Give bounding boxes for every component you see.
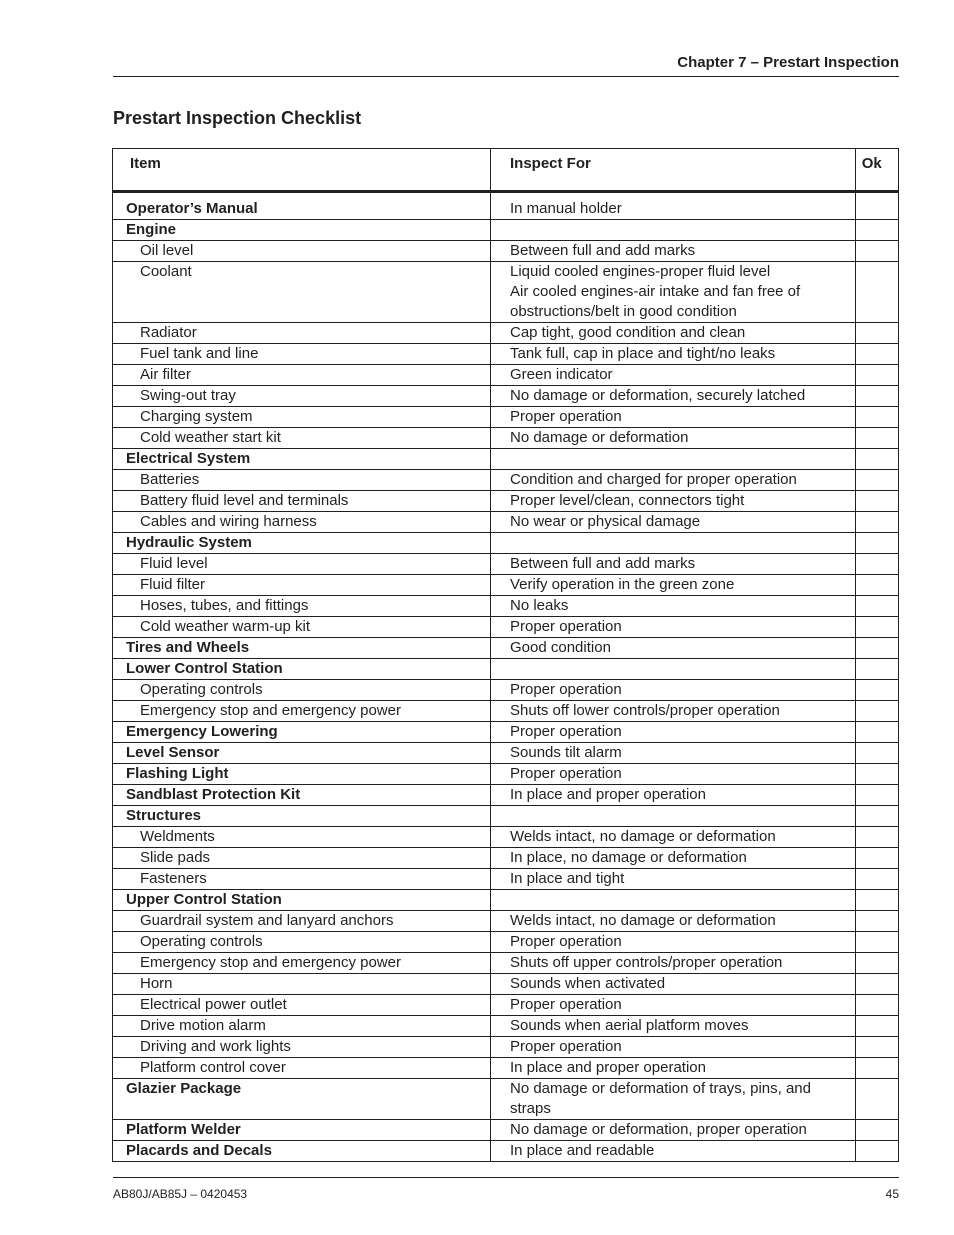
footer-model: AB80J/AB85J – 0420453 — [113, 1187, 248, 1201]
ok-checkbox-cell[interactable] — [855, 365, 898, 386]
table-row — [113, 1016, 899, 1037]
inspect-for-text: Proper operation — [510, 1038, 622, 1055]
inspect-for-cell — [491, 1141, 856, 1162]
inspect-for-cell — [491, 1016, 856, 1037]
ok-checkbox-cell[interactable] — [855, 1141, 898, 1162]
ok-checkbox-cell[interactable] — [855, 1079, 898, 1120]
table-row — [113, 220, 899, 241]
inspect-for-text: Between full and add marks — [510, 242, 696, 259]
table-row — [113, 1058, 899, 1079]
ok-checkbox-cell[interactable] — [855, 680, 898, 701]
table-row — [113, 262, 899, 323]
checklist-item-label: Battery fluid level and terminals — [113, 491, 491, 512]
table-row — [113, 428, 899, 449]
ok-checkbox-cell[interactable] — [855, 491, 898, 512]
inspect-for-cell — [491, 848, 856, 869]
inspect-for-cell — [491, 428, 856, 449]
inspect-for-text: No leaks — [510, 597, 569, 614]
ok-checkbox-cell[interactable] — [855, 659, 898, 680]
inspect-for-cell — [491, 785, 856, 806]
checklist-section-label: Lower Control Station — [113, 659, 491, 680]
table-row — [113, 1120, 899, 1141]
checklist-item-label: Weldments — [113, 827, 491, 848]
ok-checkbox-cell[interactable] — [855, 192, 898, 220]
ok-checkbox-cell[interactable] — [855, 827, 898, 848]
ok-checkbox-cell[interactable] — [855, 806, 898, 827]
ok-checkbox-cell[interactable] — [855, 785, 898, 806]
column-header-inspect-for: Inspect For — [491, 149, 856, 192]
table-row — [113, 617, 899, 638]
inspect-for-text: In place, no damage or deformation — [510, 849, 747, 866]
checklist-section-label: Level Sensor — [113, 743, 491, 764]
ok-checkbox-cell[interactable] — [855, 869, 898, 890]
table-header-row — [113, 149, 899, 192]
table-row — [113, 596, 899, 617]
inspect-for-cell — [491, 407, 856, 428]
inspect-for-cell — [491, 365, 856, 386]
inspect-for-cell — [491, 344, 856, 365]
checklist-item-label: Driving and work lights — [113, 1037, 491, 1058]
checklist-item-label: Guardrail system and lanyard anchors — [113, 911, 491, 932]
inspect-for-cell — [491, 449, 856, 470]
inspect-for-cell — [491, 974, 856, 995]
table-row — [113, 638, 899, 659]
inspect-for-cell — [491, 743, 856, 764]
ok-checkbox-cell[interactable] — [855, 533, 898, 554]
ok-checkbox-cell[interactable] — [855, 407, 898, 428]
inspect-for-text: Proper operation — [510, 681, 622, 698]
checklist-section-label: Electrical System — [113, 449, 491, 470]
inspect-for-text: Cap tight, good condition and clean — [510, 324, 746, 341]
checklist-item-label: Electrical power outlet — [113, 995, 491, 1016]
checklist-section-label: Tires and Wheels — [113, 638, 491, 659]
inspect-for-text: Sounds when activated — [510, 975, 666, 992]
ok-checkbox-cell[interactable] — [855, 262, 898, 323]
inspect-for-cell — [491, 554, 856, 575]
checklist-item-label: Fluid filter — [113, 575, 491, 596]
ok-checkbox-cell[interactable] — [855, 470, 898, 491]
table-row — [113, 1079, 899, 1120]
checklist-item-label: Emergency stop and emergency power — [113, 953, 491, 974]
column-header-item: Item — [113, 149, 491, 192]
ok-checkbox-cell[interactable] — [855, 428, 898, 449]
checklist-item-label: Swing-out tray — [113, 386, 491, 407]
ok-checkbox-cell[interactable] — [855, 1058, 898, 1079]
checklist-item-label: Air filter — [113, 365, 491, 386]
checklist-item-label: Fluid level — [113, 554, 491, 575]
checklist-body — [113, 192, 899, 1162]
checklist-section-label: Flashing Light — [113, 764, 491, 785]
inspect-for-cell — [491, 722, 856, 743]
table-row — [113, 365, 899, 386]
inspect-for-cell — [491, 701, 856, 722]
inspect-for-text: Tank full, cap in place and tight/no leaks — [510, 345, 776, 362]
inspect-for-text: No damage or deformation — [510, 429, 689, 446]
inspect-for-text: Condition and charged for proper operation — [510, 471, 797, 488]
checklist-section-label: Upper Control Station — [113, 890, 491, 911]
inspect-for-text: In place and proper operation — [510, 786, 706, 803]
inspect-for-cell — [491, 680, 856, 701]
page-title: Prestart Inspection Checklist — [113, 108, 362, 128]
checklist-item-label: Cold weather warm-up kit — [113, 617, 491, 638]
inspect-for-text: Proper operation — [510, 996, 622, 1013]
ok-checkbox-cell[interactable] — [855, 617, 898, 638]
checklist-section-label: Engine — [113, 220, 491, 241]
checklist-section-label: Structures — [113, 806, 491, 827]
ok-checkbox-cell[interactable] — [855, 911, 898, 932]
ok-checkbox-cell[interactable] — [855, 953, 898, 974]
inspect-for-cell — [491, 638, 856, 659]
inspect-for-text: Proper operation — [510, 723, 622, 740]
table-row — [113, 764, 899, 785]
ok-checkbox-cell[interactable] — [855, 241, 898, 262]
inspect-for-text: No damage or deformation of trays, pins, and straps — [510, 1080, 811, 1117]
inspect-for-text: Shuts off upper controls/proper operation — [510, 954, 783, 971]
table-row — [113, 995, 899, 1016]
inspect-for-cell — [491, 995, 856, 1016]
inspect-for-text: Proper operation — [510, 408, 622, 425]
checklist-item-label: Charging system — [113, 407, 491, 428]
checklist-item-label: Horn — [113, 974, 491, 995]
table-row — [113, 785, 899, 806]
inspect-for-cell — [491, 386, 856, 407]
inspect-for-text: Proper operation — [510, 933, 622, 950]
inspect-for-cell — [491, 659, 856, 680]
page-number: 45 — [885, 1187, 899, 1201]
table-row — [113, 554, 899, 575]
table-row — [113, 1037, 899, 1058]
checklist-item-label: Coolant — [113, 262, 491, 323]
table-row — [113, 533, 899, 554]
inspect-for-text: No damage or deformation, securely latched — [510, 387, 806, 404]
inspect-for-cell — [491, 1058, 856, 1079]
checklist-item-label: Hoses, tubes, and fittings — [113, 596, 491, 617]
inspect-for-text: Sounds when aerial platform moves — [510, 1017, 749, 1034]
inspect-for-text: Proper operation — [510, 765, 622, 782]
inspect-for-cell — [491, 323, 856, 344]
table-row — [113, 827, 899, 848]
checklist-section-label: Platform Welder — [113, 1120, 491, 1141]
checklist-item-label: Oil level — [113, 241, 491, 262]
inspect-for-cell — [491, 533, 856, 554]
inspect-for-text: In place and proper operation — [510, 1059, 706, 1076]
inspect-for-cell — [491, 512, 856, 533]
inspect-for-cell — [491, 764, 856, 785]
checklist-item-label: Platform control cover — [113, 1058, 491, 1079]
inspect-for-text: Air cooled engines-air intake and fan free of — [510, 283, 801, 300]
table-row — [113, 659, 899, 680]
inspect-for-text: Liquid cooled engines-proper fluid level — [510, 263, 771, 280]
inspection-checklist-table — [112, 148, 899, 1162]
inspect-for-cell — [491, 192, 856, 220]
page-footer — [113, 1177, 899, 1201]
checklist-section-label: Glazier Package — [113, 1079, 491, 1120]
inspect-for-cell — [491, 827, 856, 848]
ok-checkbox-cell[interactable] — [855, 1037, 898, 1058]
ok-checkbox-cell[interactable] — [855, 995, 898, 1016]
inspect-for-text: Welds intact, no damage or deformation — [510, 828, 776, 845]
ok-checkbox-cell[interactable] — [855, 575, 898, 596]
table-row — [113, 701, 899, 722]
checklist-section-label: Placards and Decals — [113, 1141, 491, 1162]
table-row — [113, 323, 899, 344]
checklist-section-label: Emergency Lowering — [113, 722, 491, 743]
table-row — [113, 869, 899, 890]
table-row — [113, 911, 899, 932]
checklist-item-label: Cold weather start kit — [113, 428, 491, 449]
inspect-for-cell — [491, 491, 856, 512]
ok-checkbox-cell[interactable] — [855, 701, 898, 722]
inspect-for-cell — [491, 932, 856, 953]
ok-checkbox-cell[interactable] — [855, 512, 898, 533]
table-row — [113, 806, 899, 827]
ok-checkbox-cell[interactable] — [855, 344, 898, 365]
inspect-for-text: Proper level/clean, connectors tight — [510, 492, 745, 509]
inspect-for-text: Verify operation in the green zone — [510, 576, 735, 593]
ok-checkbox-cell[interactable] — [855, 220, 898, 241]
table-row — [113, 722, 899, 743]
table-row — [113, 932, 899, 953]
inspect-for-text: obstructions/belt in good condition — [510, 303, 737, 320]
inspect-for-text: In manual holder — [510, 200, 622, 217]
table-row — [113, 491, 899, 512]
inspect-for-text: Shuts off lower controls/proper operation — [510, 702, 780, 719]
ok-checkbox-cell[interactable] — [855, 722, 898, 743]
ok-checkbox-cell[interactable] — [855, 323, 898, 344]
inspect-for-cell — [491, 262, 856, 323]
checklist-section-label: Hydraulic System — [113, 533, 491, 554]
inspect-for-cell — [491, 1037, 856, 1058]
checklist-item-label: Batteries — [113, 470, 491, 491]
ok-checkbox-cell[interactable] — [855, 974, 898, 995]
ok-checkbox-cell[interactable] — [855, 1120, 898, 1141]
column-header-ok: Ok — [855, 149, 898, 192]
ok-checkbox-cell[interactable] — [855, 449, 898, 470]
inspect-for-text: Good condition — [510, 639, 611, 656]
checklist-item-label: Emergency stop and emergency power — [113, 701, 491, 722]
inspect-for-text: No damage or deformation, proper operation — [510, 1121, 807, 1138]
ok-checkbox-cell[interactable] — [855, 638, 898, 659]
checklist-item-label: Operating controls — [113, 680, 491, 701]
table-row — [113, 386, 899, 407]
ok-checkbox-cell[interactable] — [855, 743, 898, 764]
table-row — [113, 192, 899, 220]
inspect-for-cell — [491, 575, 856, 596]
table-row — [113, 974, 899, 995]
inspect-for-cell — [491, 470, 856, 491]
inspect-for-text: In place and readable — [510, 1142, 655, 1159]
checklist-section-label: Sandblast Protection Kit — [113, 785, 491, 806]
table-row — [113, 241, 899, 262]
table-row — [113, 470, 899, 491]
table-row — [113, 890, 899, 911]
inspect-for-cell — [491, 617, 856, 638]
page-header — [113, 54, 899, 77]
ok-checkbox-cell[interactable] — [855, 1016, 898, 1037]
inspect-for-text: Welds intact, no damage or deformation — [510, 912, 776, 929]
inspect-for-text: Green indicator — [510, 366, 613, 383]
inspect-for-cell — [491, 241, 856, 262]
checklist-section-label: Operator’s Manual — [113, 192, 491, 220]
checklist-item-label: Cables and wiring harness — [113, 512, 491, 533]
ok-checkbox-cell[interactable] — [855, 890, 898, 911]
checklist-item-label: Fuel tank and line — [113, 344, 491, 365]
checklist-item-label: Radiator — [113, 323, 491, 344]
table-row — [113, 407, 899, 428]
checklist-item-label: Operating controls — [113, 932, 491, 953]
inspect-for-cell — [491, 890, 856, 911]
checklist-item-label: Fasteners — [113, 869, 491, 890]
chapter-title: Chapter 7 – Prestart Inspection — [677, 54, 899, 71]
ok-checkbox-cell[interactable] — [855, 596, 898, 617]
table-row — [113, 1141, 899, 1162]
inspect-for-cell — [491, 953, 856, 974]
inspect-for-cell — [491, 220, 856, 241]
ok-checkbox-cell[interactable] — [855, 932, 898, 953]
inspect-for-cell — [491, 596, 856, 617]
inspect-for-cell — [491, 1079, 856, 1120]
ok-checkbox-cell[interactable] — [855, 386, 898, 407]
inspect-for-cell — [491, 869, 856, 890]
inspect-for-text: Proper operation — [510, 618, 622, 635]
inspect-for-text: In place and tight — [510, 870, 625, 887]
ok-checkbox-cell[interactable] — [855, 554, 898, 575]
table-row — [113, 743, 899, 764]
table-row — [113, 848, 899, 869]
checklist-item-label: Slide pads — [113, 848, 491, 869]
inspect-for-cell — [491, 806, 856, 827]
inspect-for-text: Between full and add marks — [510, 555, 696, 572]
inspect-for-text: Sounds tilt alarm — [510, 744, 622, 761]
table-row — [113, 449, 899, 470]
inspect-for-cell — [491, 911, 856, 932]
table-row — [113, 344, 899, 365]
checklist-item-label: Drive motion alarm — [113, 1016, 491, 1037]
inspect-for-text: No wear or physical damage — [510, 513, 701, 530]
ok-checkbox-cell[interactable] — [855, 848, 898, 869]
table-row — [113, 512, 899, 533]
table-row — [113, 680, 899, 701]
inspect-for-cell — [491, 1120, 856, 1141]
table-row — [113, 953, 899, 974]
ok-checkbox-cell[interactable] — [855, 764, 898, 785]
table-row — [113, 575, 899, 596]
